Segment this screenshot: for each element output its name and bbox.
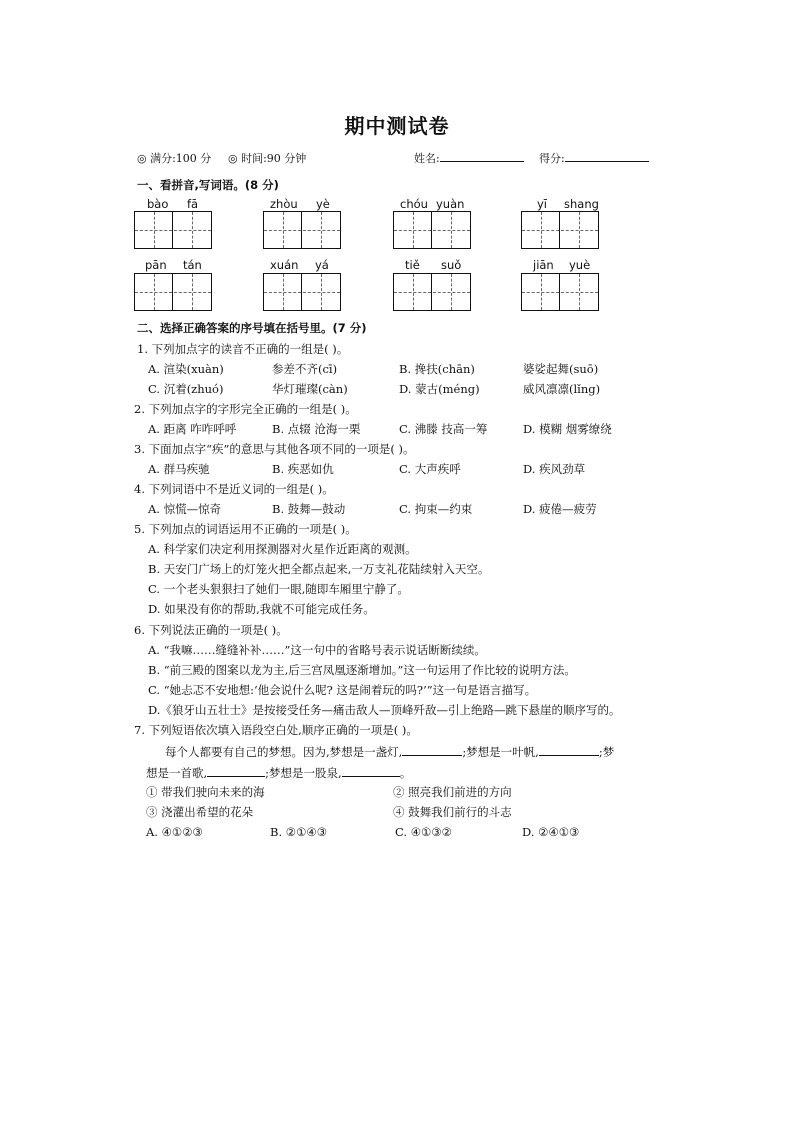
pinyin: pān [145, 258, 167, 272]
pinyin: jiān [533, 258, 554, 272]
question-1-stem: 1. 下列加点字的读音不正确的一组是( )。 [137, 342, 349, 356]
name-label: 姓名: [414, 152, 440, 165]
full-score: ◎ 满分:100 分 [137, 152, 212, 165]
q2-option-d[interactable]: D. 模糊 烟雾缭绕 [523, 422, 612, 436]
q1-option-d-2: 威风凛凛(lǐng) [523, 382, 601, 396]
q2-option-a[interactable]: A. 距离 咋咋呼呼 [148, 422, 237, 436]
pinyin: yè [316, 197, 330, 211]
q6-option-d[interactable]: D.《狼牙山五壮士》是按接受任务—痛击敌人—顶峰歼敌—引上绝路—跳下悬崖的顺序写的。 [148, 703, 621, 717]
q1-option-a[interactable]: A. 渲染(xuàn) [148, 362, 224, 376]
q7-phrase-1: ① 带我们驶向未来的海 [146, 785, 265, 799]
pinyin: tán [183, 258, 202, 272]
q1-option-b-2: 婆娑起舞(suō) [523, 362, 599, 376]
q3-option-d[interactable]: D. 疾风劲草 [523, 462, 586, 476]
question-3-stem: 3. 下面加点字“疾”的意思与其他各项不同的一项是( )。 [134, 442, 415, 456]
q7-phrase-3: ③ 浇灌出希望的花朵 [146, 805, 254, 819]
name-blank[interactable] [440, 151, 524, 162]
passage-text: ;梦 [598, 745, 615, 759]
question-5-stem: 5. 下列加点的词语运用不正确的一项是( )。 [134, 522, 357, 536]
question-7-stem: 7. 下列短语依次填入语段空白处,顺序正确的一项是( )。 [134, 723, 418, 737]
q6-option-a[interactable]: A. “我嘛……缝缝补补……”这一句中的省略号表示说话断断续续。 [148, 643, 486, 657]
writing-grid[interactable] [521, 273, 599, 311]
score-label: 得分: [539, 152, 565, 165]
q2-option-c[interactable]: C. 沸滕 技高一筹 [399, 422, 488, 436]
pinyin: suǒ [441, 258, 462, 272]
pinyin: xuán [270, 258, 299, 272]
fill-blank[interactable] [207, 764, 265, 777]
question-4-stem: 4. 下列词语中不是近义词的一组是( )。 [134, 482, 334, 496]
q7-option-b[interactable]: B. ②①④③ [270, 825, 328, 839]
q6-option-b[interactable]: B. “前三殿的图案以龙为主,后三宫凤凰逐渐增加。”这一句运用了作比较的说明方法。 [148, 663, 576, 677]
pinyin: fā [187, 197, 199, 211]
fill-blank[interactable] [342, 764, 400, 777]
pinyin: bào [147, 197, 169, 211]
pinyin: yá [315, 258, 329, 272]
q7-option-d[interactable]: D. ②④①③ [522, 825, 580, 839]
passage-text: 。 [399, 766, 412, 780]
q3-option-b[interactable]: B. 疾恶如仇 [272, 462, 334, 476]
q7-passage-line-2 [146, 764, 411, 781]
q7-option-a[interactable]: A. ④①②③ [146, 825, 203, 839]
q4-option-b[interactable]: B. 鼓舞—鼓动 [272, 502, 346, 516]
passage-text: ;梦想是一股泉, [265, 766, 342, 780]
q7-phrase-4: ④ 鼓舞我们前行的斗志 [393, 805, 512, 819]
writing-grid[interactable] [393, 273, 471, 311]
q7-phrase-2: ② 照亮我们前进的方向 [393, 785, 512, 799]
time-limit: ◎ 时间:90 分钟 [228, 152, 307, 165]
q7-option-c[interactable]: C. ④①③② [395, 825, 452, 839]
name-field[interactable] [414, 150, 524, 166]
writing-grid[interactable] [263, 211, 341, 249]
page-title: 期中测试卷 [344, 114, 450, 138]
q5-option-b[interactable]: B. 天安门广场上的灯笼火把全都点起来,一万支礼花陆续射入天空。 [148, 562, 490, 576]
writing-grid[interactable] [134, 211, 212, 249]
score-blank[interactable] [565, 151, 649, 162]
passage-text: 想是一首歌, [146, 766, 208, 780]
fill-blank[interactable] [402, 743, 462, 756]
q1-option-a-2: 参差不齐(cī) [272, 362, 338, 376]
q4-option-a[interactable]: A. 惊慌—惊奇 [148, 502, 222, 516]
question-2-stem: 2. 下列加点字的字形完全正确的一组是( )。 [134, 402, 357, 416]
q4-option-c[interactable]: C. 拘束—约束 [399, 502, 473, 516]
pinyin: chóu [400, 197, 428, 211]
q1-option-c-2: 华灯璀璨(càn) [272, 382, 348, 396]
q5-option-a[interactable]: A. 科学家们决定利用探测器对火星作近距离的观测。 [148, 542, 417, 556]
q6-option-c[interactable]: C. “她忐忑不安地想:‘他会说什么呢? 这是闹着玩的吗?’”这一句是语言描写。 [148, 683, 537, 697]
q7-passage-line-1 [165, 743, 614, 760]
writing-grid[interactable] [521, 211, 599, 249]
section2-heading: 二、选择正确答案的序号填在括号里。(7 分) [137, 321, 367, 335]
passage-text: 每个人都要有自己的梦想。因为,梦想是一盏灯, [165, 745, 403, 759]
q5-option-c[interactable]: C. 一个老头狠狠扫了她们一眼,随即车厢里宁静了。 [148, 582, 409, 596]
score-field[interactable] [539, 150, 649, 166]
q5-option-d[interactable]: D. 如果没有你的帮助,我就不可能完成任务。 [148, 602, 375, 616]
pinyin: tiě [405, 258, 420, 272]
pinyin: yuàn [436, 197, 465, 211]
fill-blank[interactable] [539, 743, 599, 756]
pinyin: yī [537, 197, 548, 211]
q2-option-b[interactable]: B. 点辍 沧海一栗 [272, 422, 361, 436]
question-6-stem: 6. 下列说法正确的一项是( )。 [134, 623, 288, 637]
q3-option-a[interactable]: A. 群马疾驰 [148, 462, 210, 476]
writing-grid[interactable] [134, 273, 212, 311]
writing-grid[interactable] [393, 211, 471, 249]
q1-option-d[interactable]: D. 蒙古(méng) [399, 382, 480, 396]
passage-text: ;梦想是一叶帆, [462, 745, 539, 759]
pinyin: zhòu [270, 197, 298, 211]
section1-heading: 一、看拼音,写词语。(8 分) [137, 178, 279, 192]
pinyin: shang [564, 197, 599, 211]
q4-option-d[interactable]: D. 疲倦—疲劳 [523, 502, 597, 516]
q3-option-c[interactable]: C. 大声疾呼 [399, 462, 461, 476]
pinyin: yuè [569, 258, 591, 272]
q1-option-c[interactable]: C. 沉着(zhuó) [148, 382, 224, 396]
writing-grid[interactable] [263, 273, 341, 311]
q1-option-b[interactable]: B. 搀扶(chān) [399, 362, 475, 376]
